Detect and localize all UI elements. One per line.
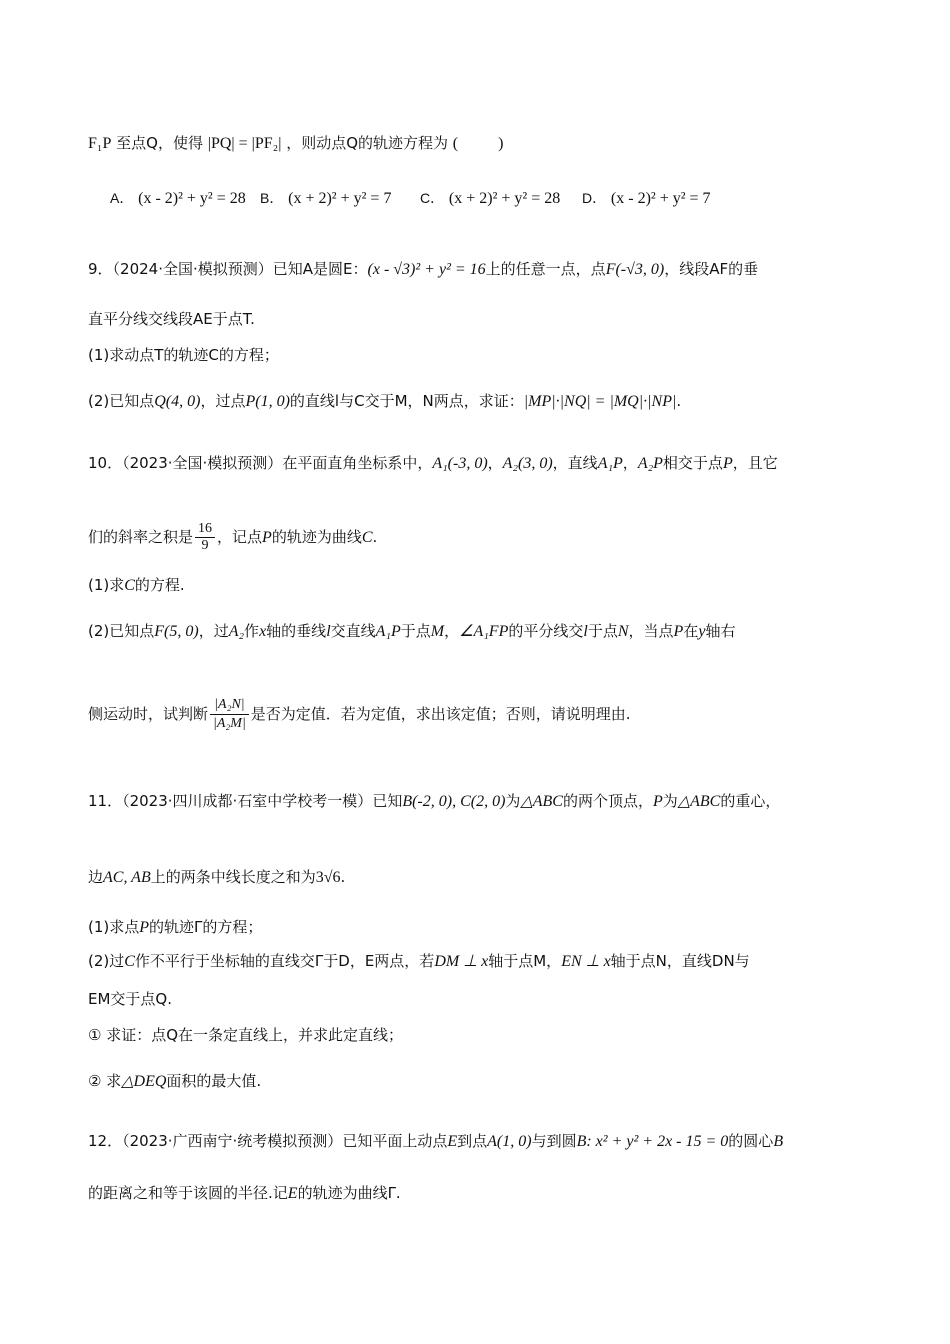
math-b: B — [773, 1133, 784, 1150]
text: 已知A是圆E： — [272, 260, 368, 278]
q10-line-1: 10．（2023·全国·模拟预测）在平面直角坐标系中，A₁(-3, 0)，A₂(3, 0)，直线A₁P，A₂P相交于点P，且它 — [88, 454, 778, 472]
text: . — [676, 392, 682, 410]
option-expr: (x + 2)² + y² = 7 — [288, 190, 392, 207]
text: 边 — [88, 868, 104, 886]
question-source: （2023·全国·模拟预测） — [122, 454, 283, 472]
math-c: C — [124, 953, 135, 970]
text: ，直线 — [552, 454, 598, 472]
fraction-ratio — [210, 696, 249, 733]
q11-part-1 — [88, 916, 870, 939]
text: 已知平面上动点 — [342, 1132, 448, 1150]
q11-part-2 — [88, 950, 870, 973]
math-n: N — [617, 623, 629, 640]
text: 已知 — [372, 792, 403, 810]
math-p: P — [722, 455, 733, 472]
text: 于点 — [400, 622, 431, 640]
math-m: M — [430, 623, 445, 640]
q11-sub-1: ① 求证：点Q在一条定直线上，并求此定直线； — [88, 1026, 404, 1044]
q12-line-2 — [88, 1182, 870, 1205]
math-point-a: A(1, 0) — [487, 1133, 532, 1150]
text: 面积的最大值. — [166, 1072, 262, 1090]
q9-line-1 — [88, 258, 870, 281]
math-p: P — [262, 529, 272, 546]
text: 在 — [683, 622, 699, 640]
text: (2)已知点 — [88, 622, 155, 640]
math-point-p: P(1, 0) — [245, 393, 290, 410]
option-expr: (x - 2)² + y² = 28 — [138, 190, 246, 207]
text: 上的任意一点，点 — [485, 260, 606, 278]
q8-line — [88, 132, 870, 155]
question-source: （2023·广西南宁·统考模拟预测） — [122, 1132, 343, 1150]
text: 的轨迹为曲线 — [271, 528, 362, 546]
question-source: （2023·四川成都·石室中学校考一模） — [122, 792, 373, 810]
text: 的两个顶点， — [562, 792, 653, 810]
q11-sub-2 — [88, 1070, 870, 1093]
text: 侧运动时，试判断 — [88, 705, 209, 723]
math-circle: (x - √3)² + y² = 16 — [367, 261, 486, 278]
option-a — [110, 188, 246, 208]
math-triangle: △ABC — [677, 793, 721, 810]
text: 的平分线交 — [508, 622, 584, 640]
math-points: B(-2, 0), C(2, 0) — [402, 793, 506, 810]
text: 的距离之和等于该圆的半径.记 — [88, 1184, 288, 1202]
text: (2)过 — [88, 952, 125, 970]
text: 轴右 — [705, 622, 736, 640]
math-length: 3√6 — [315, 869, 341, 886]
q9-part-1: (1)求动点T的轨迹C的方程； — [88, 346, 279, 364]
q12-line-1 — [88, 1130, 870, 1153]
text: ，过点 — [200, 392, 246, 410]
q10-line-2 — [88, 520, 870, 555]
text: ，线段AF的垂 — [664, 260, 759, 278]
math-c: C — [124, 577, 135, 594]
option-d — [582, 188, 711, 208]
text: . — [340, 868, 346, 886]
math-e: E — [287, 1185, 298, 1202]
math-condition: |PQ| = |PF₂| — [207, 135, 282, 152]
text: 与到圆 — [531, 1132, 577, 1150]
text: 轴的垂线 — [266, 622, 327, 640]
q9-line-2: 直平分线交线段AE于点T. — [88, 310, 255, 328]
math-triangle: △ABC — [520, 793, 563, 810]
math-a2-symbol: A₂ — [228, 623, 245, 640]
text: 交直线 — [330, 622, 376, 640]
math-a1p: A₁P — [375, 623, 401, 640]
math-f1p: F₁P — [88, 135, 112, 152]
q10-line-3 — [88, 694, 870, 734]
math-e: E — [447, 1133, 458, 1150]
text: 轴于点N，直线DN与 — [610, 952, 750, 970]
text: 至点Q，使得 — [116, 134, 203, 152]
text: ② 求 — [88, 1072, 122, 1090]
option-c — [420, 188, 560, 208]
fraction-denominator: |A₂M| — [213, 716, 246, 731]
math-circle-b: B: x² + y² + 2x - 15 = 0 — [576, 1133, 729, 1150]
text: 的方程. — [134, 576, 185, 594]
math-prove: |MP|·|NQ| = |MQ|·|NP| — [523, 393, 677, 410]
math-dm-perp: DM ⊥ x — [434, 953, 489, 970]
text: (1)求 — [88, 576, 125, 594]
math-l: l — [326, 623, 331, 640]
question-number: 11． — [88, 792, 123, 810]
question-number: 12． — [88, 1132, 123, 1150]
text: (2)已知点 — [88, 392, 155, 410]
text: 为 — [662, 792, 678, 810]
text: 的重心， — [720, 792, 781, 810]
math-point-q: Q(4, 0) — [154, 393, 201, 410]
question-source: （2024·全国·模拟预测） — [112, 260, 273, 278]
fraction-denominator: 9 — [201, 538, 209, 553]
text: ，记点 — [217, 528, 263, 546]
text: 是否为定值．若为定值，求出该定值；否则，请说明理由. — [250, 705, 631, 723]
text: 在平面直角坐标系中， — [282, 454, 433, 472]
option-label: B． — [260, 190, 284, 206]
math-triangle-deq: △DEQ — [121, 1073, 167, 1090]
fraction-16-9 — [195, 521, 215, 554]
text: . — [372, 528, 378, 546]
q11-line-1 — [88, 790, 870, 813]
text: ，当点 — [628, 622, 674, 640]
text: (1)求点 — [88, 918, 140, 936]
text: 为 — [505, 792, 521, 810]
math-a2p: A₂P — [637, 455, 663, 472]
q11-line-3: EM交于点Q. — [88, 990, 172, 1008]
text: 于点 — [587, 622, 618, 640]
option-label: A． — [110, 190, 134, 206]
option-b — [260, 188, 391, 208]
option-label: C． — [420, 190, 445, 206]
math-en-perp: EN ⊥ x — [561, 953, 611, 970]
q10-part-1 — [88, 574, 870, 597]
math-a1p: A₁P — [597, 455, 623, 472]
text: 轴于点M， — [488, 952, 562, 970]
answer-paren: ( ) — [452, 135, 504, 152]
math-a2: A₂(3, 0) — [502, 455, 553, 472]
fraction-numerator: |A₂N| — [210, 696, 249, 715]
math-point-f: F(-√3, 0) — [605, 261, 665, 278]
text: 到点 — [457, 1132, 488, 1150]
question-number: 9． — [88, 260, 113, 278]
math-a1: A₁(-3, 0) — [432, 455, 488, 472]
math-p: P — [652, 793, 663, 810]
option-expr: (x + 2)² + y² = 28 — [448, 190, 561, 207]
math-p: P — [139, 919, 150, 936]
math-c: C — [361, 529, 373, 546]
q9-part-2 — [88, 390, 870, 413]
text: 的直线l与C交于M，N两点，求证： — [289, 392, 524, 410]
text: 相交于点 — [662, 454, 723, 472]
text: ，则动点Q的轨迹方程为 — [286, 134, 449, 152]
math-y: y — [698, 623, 706, 640]
math-angle: ∠A₁FP — [459, 623, 509, 640]
text: 作不平行于坐标轴的直线交Γ于D，E两点，若 — [134, 952, 435, 970]
text: 上的两条中线长度之和为 — [150, 868, 316, 886]
option-label: D． — [582, 190, 607, 206]
question-number: 10． — [88, 454, 123, 472]
text: 的轨迹为曲线Γ. — [297, 1184, 401, 1202]
math-x: x — [259, 623, 267, 640]
text: 们的斜率之积是 — [88, 528, 194, 546]
q10-part-2: (2)已知点F(5, 0)，过A₂作x轴的垂线l交直线A₁P于点M，∠A₁FP的平分线交l于点N，当点P在y轴右 — [88, 622, 736, 640]
q11-line-2 — [88, 866, 870, 889]
fraction-numerator: 16 — [195, 521, 215, 538]
math-point-f: F(5, 0) — [154, 623, 199, 640]
text: 的轨迹Γ的方程； — [149, 918, 263, 936]
math-l: l — [583, 623, 588, 640]
math-p: P — [673, 623, 684, 640]
text: 的圆心 — [728, 1132, 774, 1150]
option-expr: (x - 2)² + y² = 7 — [610, 190, 711, 207]
text: 作 — [244, 622, 260, 640]
text: ，过 — [198, 622, 229, 640]
text: ，且它 — [732, 454, 778, 472]
math-sides: AC, AB — [103, 869, 151, 886]
